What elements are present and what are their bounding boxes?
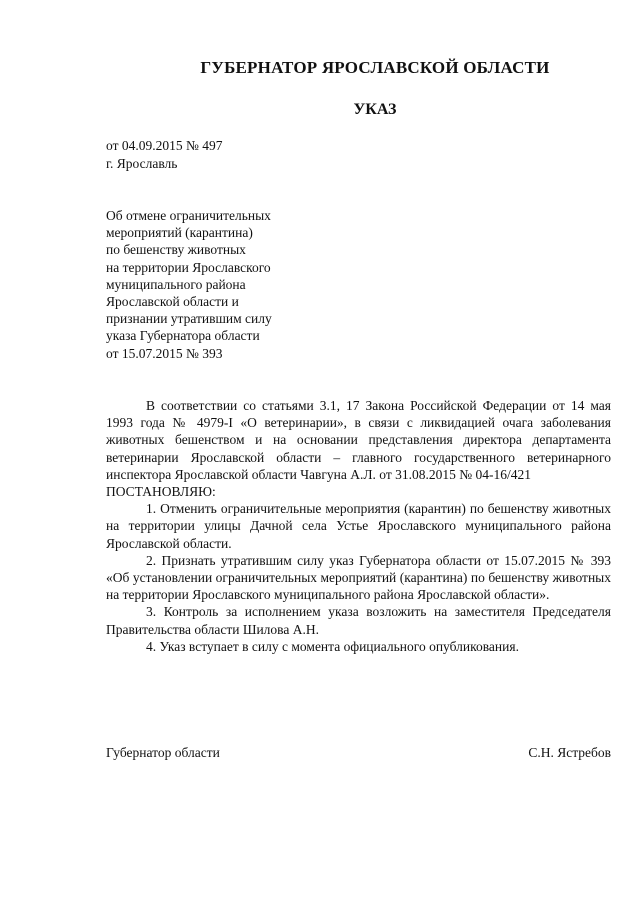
decree-item-2: 2. Признать утратившим силу указ Губернатора области от 15.07.2015 № 393 «Об установлении ограничительных мероприятий (карантина) по бешенству животных на территории Ярославского муниципального района Ярославской области». [106,552,611,603]
decree-item-1: 1. Отменить ограничительные мероприятия (карантин) по бешенству животных на территории улицы Дачной села Устье Ярославского муниципального района Ярославской области. [106,501,611,551]
decree-word: ПОСТАНОВЛЯЮ: [106,484,216,500]
subject-line: признании утратившим силу [106,311,272,327]
preamble-paragraph: В соответствии со статьями 3.1, 17 Закона Российской Федерации от 14 мая 1993 года № 4979-I «О ветеринарии», в связи с ликвидацией очага заболевания животных бешенством и на основании представления директора департамента ветеринарии Ярославской области – главного государственного ветеринарного инспектора Ярославской области Чавгуна А.Л. от 31.08.2015 № 04-16/421 [106,398,611,482]
issuer-title: ГУБЕРНАТОР ЯРОСЛАВСКОЙ ОБЛАСТИ [200,58,550,77]
subject-line: Об отмене ограничительных [106,208,271,223]
decree-item-4: 4. Указ вступает в силу с момента официального опубликования. [146,638,519,654]
signature-block [106,745,611,761]
document-subject [106,207,272,362]
decree-item-3: 3. Контроль за исполнением указа возложить на заместителя Председателя Правительства области Шилова А.Н. [106,604,611,637]
subject-line: указа Губернатора области [106,328,260,344]
subject-line: от 15.07.2015 № 393 [106,345,223,361]
subject-line: по бешенству животных [106,242,246,258]
subject-line: на территории Ярославского [106,259,271,275]
date-number: от 04.09.2015 № 497 [106,138,223,153]
document-type: УКАЗ [353,101,397,118]
document-body [106,397,611,655]
subject-line: муниципального района [106,276,246,292]
signatory-name: С.Н. Ястребов [528,745,611,760]
document-meta [106,137,222,173]
subject-line: мероприятий (карантина) [106,225,253,241]
subject-line: Ярославской области и [106,294,239,310]
city: г. Ярославль [106,156,178,171]
signatory-position: Губернатор области [106,745,220,760]
